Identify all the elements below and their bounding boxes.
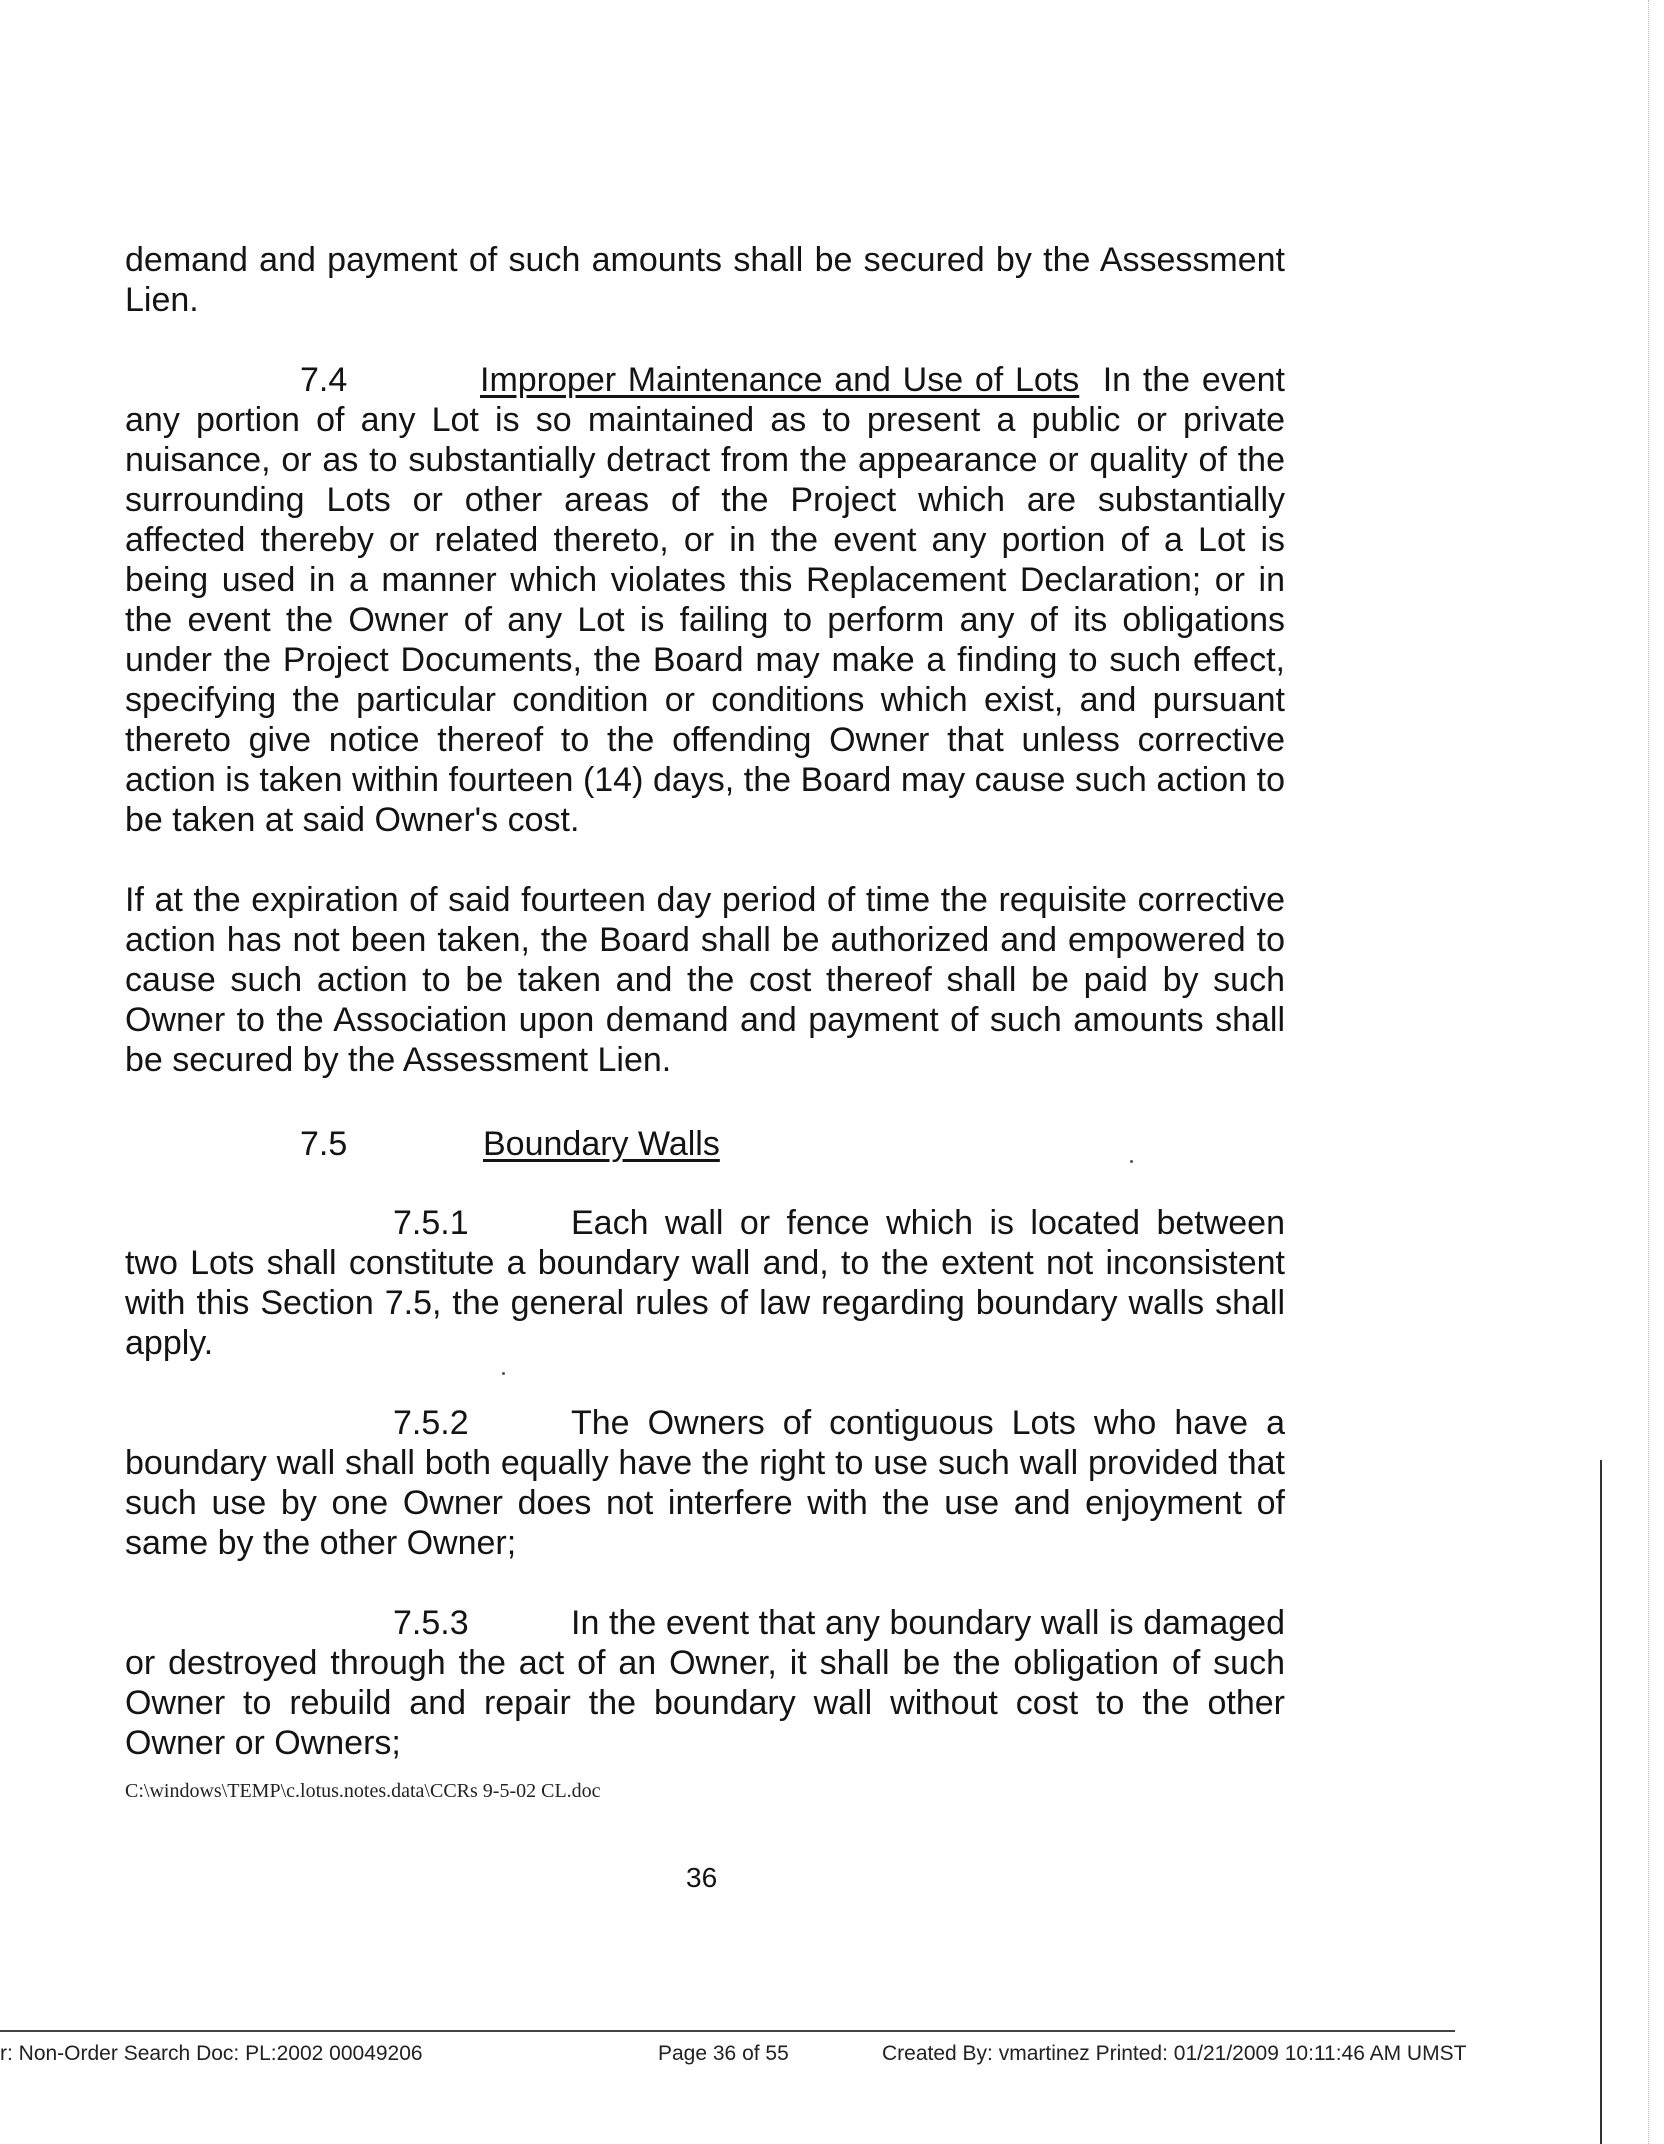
page-number: 36 xyxy=(686,1862,718,1893)
footer-search-info: r: Non-Order Search Doc: PL:2002 00049206 xyxy=(0,2042,423,2065)
section-7-4-title: Improper Maintenance and Use of Lots xyxy=(480,361,1080,399)
subsection-7-5-2-text: The Owners of contiguous Lots who have a boundary wall shall both equally have the right to use such wall provided that such use by one Owner does not interfere with the use and enjoyment of same by the other Owner; xyxy=(125,1404,1285,1562)
subsection-7-5-1 xyxy=(125,1203,1285,1363)
scan-speck xyxy=(502,1372,505,1375)
intro-paragraph: demand and payment of such amounts shall be secured by the Assessment Lien. xyxy=(125,241,1285,319)
section-7-4-text: In the event any portion of any Lot is so maintained as to present a public or private nuisance, or as to substantially detract from the appearance or quality of the surrounding Lots or other areas of the Project which are substantially affected thereby or related thereto, or in the event any portion of a Lot is being used in a manner which violates this Replacement Declaration; or in the event the Owner of any Lot is failing to perform any of its obligations under the Project Documents, the Board may make a finding to such effect, specifying the particular condition or conditions which exist, and pursuant thereto give notice thereof to the offending Owner that unless corrective action is taken within fourteen (14) days, the Board may cause such action to be taken at said Owner's cost. xyxy=(125,361,1286,839)
subsection-7-5-3-text: In the event that any boundary wall is damaged or destroyed through the act of an Owner, it shall be the obligation of such Owner to rebuild and repair the boundary wall without cost to the other Owner or Owners; xyxy=(125,1604,1285,1762)
footer-created-info: Created By: vmartinez Printed: 01/21/2009 10:11:46 AM UMST xyxy=(882,2042,1467,2065)
subsection-7-5-2 xyxy=(125,1403,1285,1563)
subsection-7-5-2-number: 7.5.2 xyxy=(393,1404,469,1442)
subsection-7-5-3-number: 7.5.3 xyxy=(393,1604,469,1642)
expiration-paragraph: If at the expiration of said fourteen day period of time the requisite corrective action has not been taken, the Board shall be authorized and empowered to cause such action to be taken and the cost thereof shall be paid by such Owner to the Association upon demand and payment of such amounts shall be secured by the Assessment Lien. xyxy=(125,881,1285,1079)
scan-edge-line xyxy=(1600,1460,1602,2144)
section-7-4-number: 7.4 xyxy=(300,361,348,399)
scan-edge-dotted-line xyxy=(1648,0,1649,2144)
subsection-7-5-1-number: 7.5.1 xyxy=(393,1204,469,1242)
subsection-7-5-3 xyxy=(125,1603,1285,1763)
section-7-4-paragraph xyxy=(125,360,1285,840)
footer-rule xyxy=(0,2030,1455,2032)
section-7-5-title: Boundary Walls xyxy=(483,1125,720,1163)
subsection-7-5-1-text: Each wall or fence which is located between two Lots shall constitute a boundary wall and, to the extent not inconsistent with this Section 7.5, the general rules of law regarding boundary walls shall apply. xyxy=(125,1204,1285,1362)
section-7-5-number: 7.5 xyxy=(300,1125,348,1163)
file-path: C:\windows\TEMP\c.lotus.notes.data\CCRs 9-5-02 CL.doc xyxy=(125,1780,601,1802)
section-7-5-heading xyxy=(300,1124,720,1164)
footer-page-info: Page 36 of 55 xyxy=(658,2042,789,2065)
scan-speck xyxy=(1130,1160,1133,1163)
